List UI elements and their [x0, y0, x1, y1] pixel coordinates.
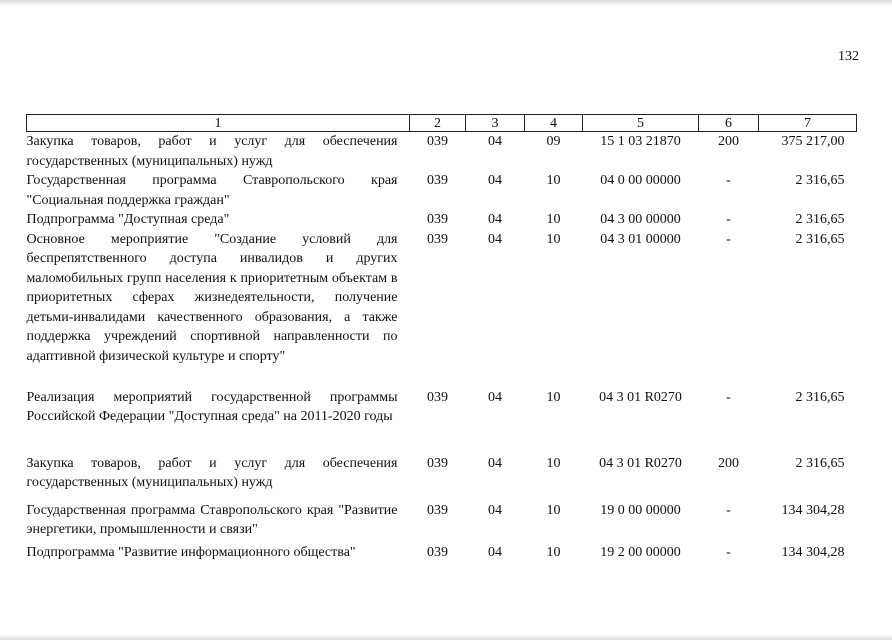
- header-col-5: 5: [583, 115, 699, 132]
- row-name: Реализация мероприятий государственной программы Российской Федерации "Доступная среда" на 2011-2020 годы: [26, 389, 398, 424]
- header-col-7: 7: [759, 115, 857, 132]
- row-col-6: -: [726, 544, 731, 560]
- row-col-2: 039: [427, 212, 448, 227]
- header-col-3: 3: [466, 115, 525, 132]
- row-col-5: 04 3 01 00000: [600, 231, 681, 247]
- table-row: [27, 210, 857, 230]
- scan-edge-top: [0, 0, 892, 6]
- row-col-3: 04: [488, 173, 502, 188]
- row-col-5: 04 3 00 00000: [600, 212, 681, 227]
- scan-edge-bottom: [0, 634, 892, 640]
- row-col-7: 375 217,00: [781, 134, 845, 149]
- row-col-6: -: [726, 212, 731, 227]
- header-col-6: 6: [699, 115, 759, 132]
- row-col-4: 09: [546, 134, 561, 149]
- row-name: Основное мероприятие "Создание условий для беспрепятственного доступа инвалидов и других маломобильных групп населения к приоритетным объектам в приоритетных сферах жизнедеятельности, получение детьми-инвалидами качественного образования, а также поддержка учреждений спортивной направленности по адаптивной физической культуре и спорту": [26, 231, 398, 364]
- row-col-6: 200: [718, 455, 739, 471]
- row-col-3: 04: [488, 389, 502, 405]
- row-col-5: 04 3 01 R0270: [599, 389, 682, 405]
- row-col-5: 04 3 01 R0270: [599, 455, 682, 471]
- row-col-4: 10: [546, 231, 561, 247]
- row-col-5: 19 2 00 00000: [600, 544, 681, 560]
- header-col-2: 2: [410, 115, 466, 132]
- row-col-3: 04: [488, 544, 502, 560]
- row-col-2: 039: [427, 455, 448, 471]
- row-col-6: -: [726, 389, 731, 405]
- table-row: [27, 388, 857, 454]
- header-col-4: 4: [525, 115, 583, 132]
- row-col-4: 10: [546, 502, 561, 518]
- row-col-3: 04: [488, 134, 502, 149]
- row-col-3: 04: [488, 502, 502, 518]
- table-header: [27, 115, 857, 132]
- row-col-2: 039: [427, 544, 448, 560]
- row-col-6: -: [726, 502, 731, 518]
- row-col-2: 039: [427, 389, 448, 405]
- row-name: Подпрограмма "Доступная среда": [26, 212, 230, 227]
- table-row: [27, 171, 857, 210]
- row-col-7: 2 316,65: [795, 173, 845, 188]
- row-col-4: 10: [546, 173, 561, 188]
- row-col-2: 039: [427, 134, 448, 149]
- row-col-7: 134 304,28: [781, 544, 845, 560]
- row-col-2: 039: [427, 502, 448, 518]
- row-col-4: 10: [546, 212, 561, 227]
- table-row: [27, 230, 857, 388]
- row-col-4: 10: [546, 544, 561, 560]
- page-number: 132: [838, 49, 859, 64]
- row-name: Подпрограмма "Развитие информационного общества": [26, 544, 356, 560]
- row-col-6: -: [726, 173, 731, 188]
- table-row: [27, 543, 857, 563]
- row-col-6: 200: [718, 134, 739, 149]
- row-col-7: 2 316,65: [795, 231, 845, 247]
- row-col-6: -: [726, 231, 731, 247]
- row-col-3: 04: [488, 212, 502, 227]
- row-col-4: 10: [546, 455, 561, 471]
- header-col-1: 1: [27, 115, 410, 132]
- row-col-4: 10: [546, 389, 561, 405]
- row-col-7: 2 316,65: [795, 455, 845, 471]
- row-col-7: 2 316,65: [795, 212, 845, 227]
- budget-table: [26, 114, 857, 563]
- table-row: [27, 501, 857, 543]
- row-col-2: 039: [427, 173, 448, 188]
- row-name: Государственная программа Ставропольского края "Развитие энергетики, промышленности и связи": [26, 502, 398, 537]
- row-col-3: 04: [488, 231, 502, 247]
- table-row: [27, 454, 857, 501]
- header-row: [27, 115, 857, 132]
- row-name: Закупка товаров, работ и услуг для обеспечения государственных (муниципальных) нужд: [26, 455, 398, 490]
- row-col-5: 04 0 00 00000: [600, 173, 681, 188]
- row-col-5: 15 1 03 21870: [600, 134, 681, 149]
- row-col-2: 039: [427, 231, 448, 247]
- row-col-7: 2 316,65: [795, 389, 845, 405]
- row-col-7: 134 304,28: [781, 502, 845, 518]
- row-col-3: 04: [488, 455, 502, 471]
- row-name: Государственная программа Ставропольского края "Социальная поддержка граждан": [26, 173, 398, 208]
- table-row: [27, 132, 857, 172]
- table-body: [27, 132, 857, 563]
- row-col-5: 19 0 00 00000: [600, 502, 681, 518]
- row-name: Закупка товаров, работ и услуг для обеспечения государственных (муниципальных) нужд: [26, 134, 398, 169]
